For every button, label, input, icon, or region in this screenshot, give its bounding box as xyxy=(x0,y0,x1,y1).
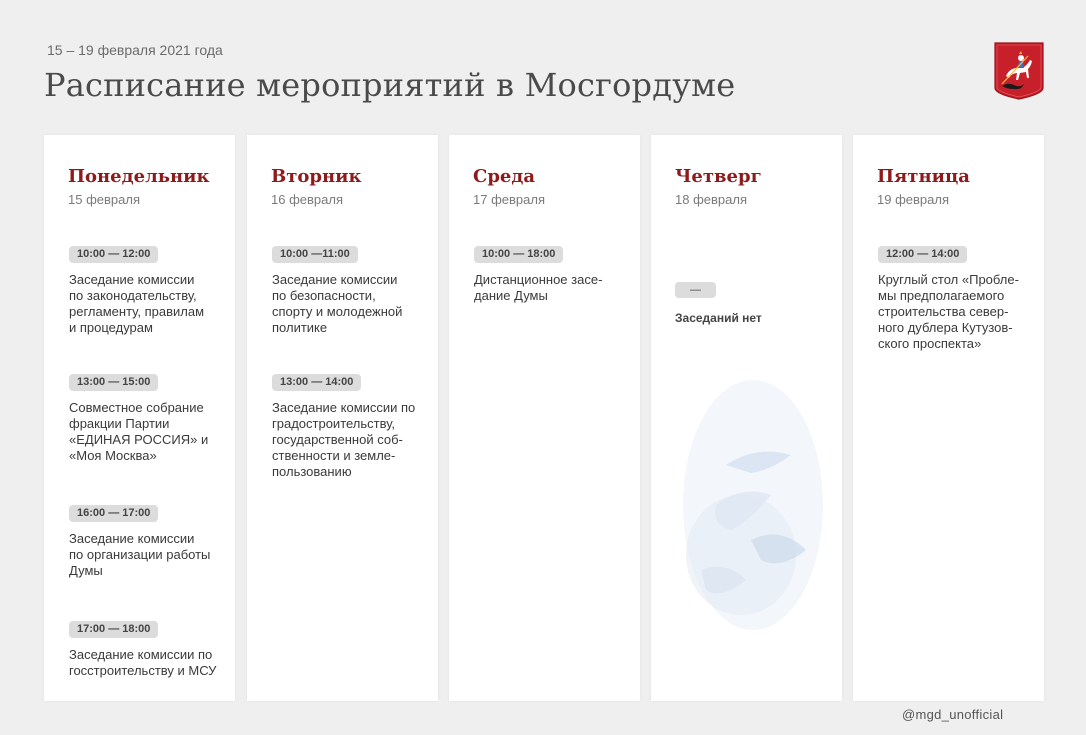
day-date: 19 февраля xyxy=(877,192,949,207)
time-badge: 17:00 — 18:00 xyxy=(69,621,158,638)
time-badge: 16:00 — 17:00 xyxy=(69,505,158,522)
event-item xyxy=(272,372,434,480)
day-date: 16 февраля xyxy=(271,192,343,207)
event-item xyxy=(69,244,231,336)
event-description: Заседание комиссии по законодательству, регламенту, правилам и процедурам xyxy=(69,272,205,335)
day-column-wednesday xyxy=(449,135,640,701)
event-item xyxy=(878,244,1040,352)
day-date: 15 февраля xyxy=(68,192,140,207)
no-meetings-label: Заседаний нет xyxy=(675,311,762,325)
event-description: Заседание комиссии по безопасности, спорту и молодежной политике xyxy=(272,272,403,335)
day-column-friday xyxy=(853,135,1044,701)
time-badge: 10:00 —11:00 xyxy=(272,246,358,263)
day-name: Понедельник xyxy=(68,166,210,187)
duma-watermark-icon xyxy=(671,355,831,635)
time-badge: 10:00 — 18:00 xyxy=(474,246,563,263)
time-badge: 12:00 — 14:00 xyxy=(878,246,967,263)
day-column-tuesday xyxy=(247,135,438,701)
event-item xyxy=(69,619,231,679)
page-title: Расписание мероприятий в Мосгордуме xyxy=(44,66,736,104)
time-badge: 10:00 — 12:00 xyxy=(69,246,158,263)
event-item xyxy=(69,372,231,464)
time-badge: 13:00 — 14:00 xyxy=(272,374,361,391)
event-item xyxy=(272,244,434,336)
footer-handle: @mgd_unofficial xyxy=(902,707,1004,722)
day-date: 17 февраля xyxy=(473,192,545,207)
event-description: Круглый стол «Пробле- мы предполагаемого строительства север- ного дублера Кутузов- ского проспекта» xyxy=(878,272,1019,351)
date-range: 15 – 19 февраля 2021 года xyxy=(47,42,223,58)
day-name: Вторник xyxy=(271,166,362,187)
event-item xyxy=(69,503,231,579)
time-badge: 13:00 — 15:00 xyxy=(69,374,158,391)
day-name: Четверг xyxy=(675,166,762,187)
day-column-monday xyxy=(44,135,235,701)
moscow-coat-of-arms-icon xyxy=(994,42,1044,100)
day-date: 18 февраля xyxy=(675,192,747,207)
empty-time-badge: — xyxy=(675,282,716,298)
event-description: Заседание комиссии по организации работы Думы xyxy=(69,531,211,578)
event-description: Дистанционное засе- дание Думы xyxy=(474,272,603,303)
day-column-thursday xyxy=(651,135,842,701)
day-name: Среда xyxy=(473,166,536,187)
event-description: Заседание комиссии по градостроительству, государственной соб- ственности и земле- пользованию xyxy=(272,400,416,479)
event-description: Совместное собрание фракции Партии «ЕДИНАЯ РОССИЯ» и «Моя Москва» xyxy=(69,400,209,463)
event-item xyxy=(474,244,636,304)
event-description: Заседание комиссии по госстроительству и МСУ xyxy=(69,647,217,678)
day-name: Пятница xyxy=(877,166,970,187)
